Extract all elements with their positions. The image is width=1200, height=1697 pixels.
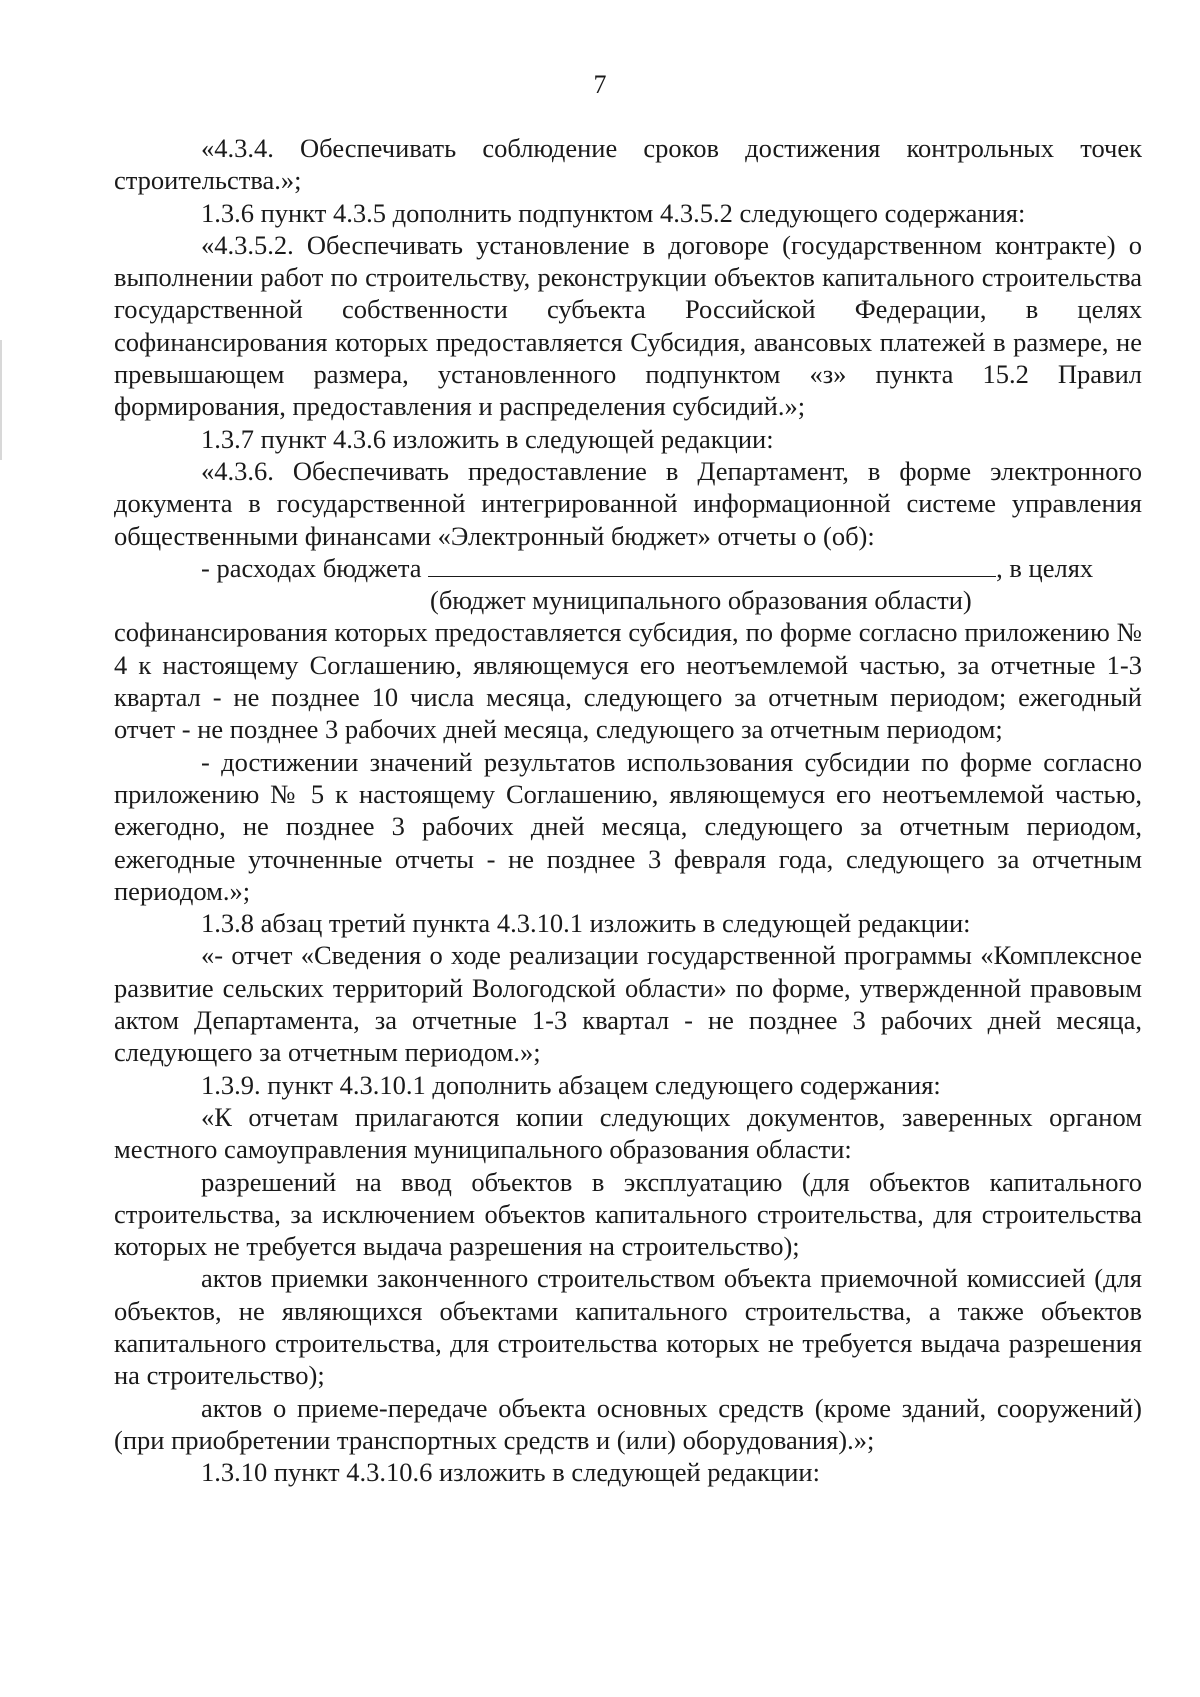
paragraph-cofinancing-report: софинансирования которых предоставляется субсидия, по форме согласно приложению № 4 к настоящему Соглашению, являющемуся его неотъемлемой частью, за отчетные 1-3 квартал - не позднее 10 числа месяца, следующего за отчетным периодом; ежегодный отчет - не позднее 3 рабочих дней месяца, следующего за отчетным периодом; bbox=[114, 617, 1142, 745]
budget-name-blank bbox=[428, 554, 996, 577]
paragraph-4-3-6: «4.3.6. Обеспечивать предоставление в Департамент, в форме электронного документа в государственной интегрированной информационной системе управления общественными финансами «Электронный бюджет» отчеты о (об): bbox=[114, 455, 1142, 551]
budget-blank-caption: (бюджет муниципального образования области) bbox=[430, 585, 972, 616]
budget-line-prefix: - расходах бюджета bbox=[201, 552, 429, 583]
paragraph-4-3-5-2: «4.3.5.2. Обеспечивать установление в договоре (государственном контракте) о выполнении работ по строительству, реконструкции объектов капитального строительства государственной собственности субъекта Российской Федерации, в целях софинансирования которых предоставляется Субсидия, авансовых платежей в размере, не превышающем размера, установленного подпунктом «з» пункта 15.2 Правил формирования, предоставления и распределения субсидий.»; bbox=[114, 229, 1142, 422]
page-number: 7 bbox=[593, 70, 607, 99]
paragraph-1-3-6: 1.3.6 пункт 4.3.5 дополнить подпунктом 4.3.5.2 следующего содержания: bbox=[201, 197, 1026, 228]
paragraph-commissioning-permits: разрешений на ввод объектов в эксплуатацию (для объектов капитального строительства, за исключением объектов капитального строительства, для строительства которых не требуется выдача разрешения на строительство); bbox=[114, 1166, 1142, 1262]
paragraph-transfer-acts: актов о приеме-передаче объекта основных средств (кроме зданий, сооружений) (при приобретении транспортных средств и (или) оборудования).»; bbox=[114, 1392, 1142, 1455]
document-body bbox=[114, 132, 1142, 1488]
paragraph-1-3-9: 1.3.9. пункт 4.3.10.1 дополнить абзацем следующего содержания: bbox=[201, 1069, 941, 1100]
paragraph-attached-copies: «К отчетам прилагаются копии следующих документов, заверенных органом местного самоуправления муниципального образования области: bbox=[114, 1101, 1142, 1165]
scan-edge-mark bbox=[0, 340, 2, 460]
paragraph-1-3-8: 1.3.8 абзац третий пункта 4.3.10.1 изложить в следующей редакции: bbox=[201, 908, 971, 939]
paragraph-4-3-4: «4.3.4. Обеспечивать соблюдение сроков достижения контрольных точек строительства.»; bbox=[114, 133, 1142, 196]
paragraph-acceptance-acts: актов приемки законченного строительством объекта приемочной комиссией (для объектов, не являющихся объектами капитального строительства, а также объектов капитального строительства, для строительства которых не требуется выдача разрешения на строительство); bbox=[114, 1263, 1142, 1391]
paragraph-program-report: «- отчет «Сведения о ходе реализации государственной программы «Комплексное развитие сельских территорий Вологодской области» по форме, утвержденной правовым актом Департамента, за отчетные 1-3 квартал - не позднее 3 рабочих дней месяца, следующего за отчетным периодом.»; bbox=[114, 940, 1142, 1068]
paragraph-1-3-7: 1.3.7 пункт 4.3.6 изложить в следующей редакции: bbox=[201, 423, 774, 454]
budget-line-suffix: , в целях bbox=[996, 552, 1094, 583]
paragraph-results-report: - достижении значений результатов использования субсидии по форме согласно приложению № 5 к настоящему Соглашению, являющемуся его неотъемлемой частью, ежегодно, не позднее 3 рабочих дней месяца, следующего за отчетным периодом, ежегодные уточненные отчеты - не позднее 3 февраля года, следующего за отчетным периодом.»; bbox=[114, 746, 1142, 906]
paragraph-1-3-10: 1.3.10 пункт 4.3.10.6 изложить в следующей редакции: bbox=[201, 1457, 820, 1488]
budget-expenses-line bbox=[114, 552, 1142, 584]
